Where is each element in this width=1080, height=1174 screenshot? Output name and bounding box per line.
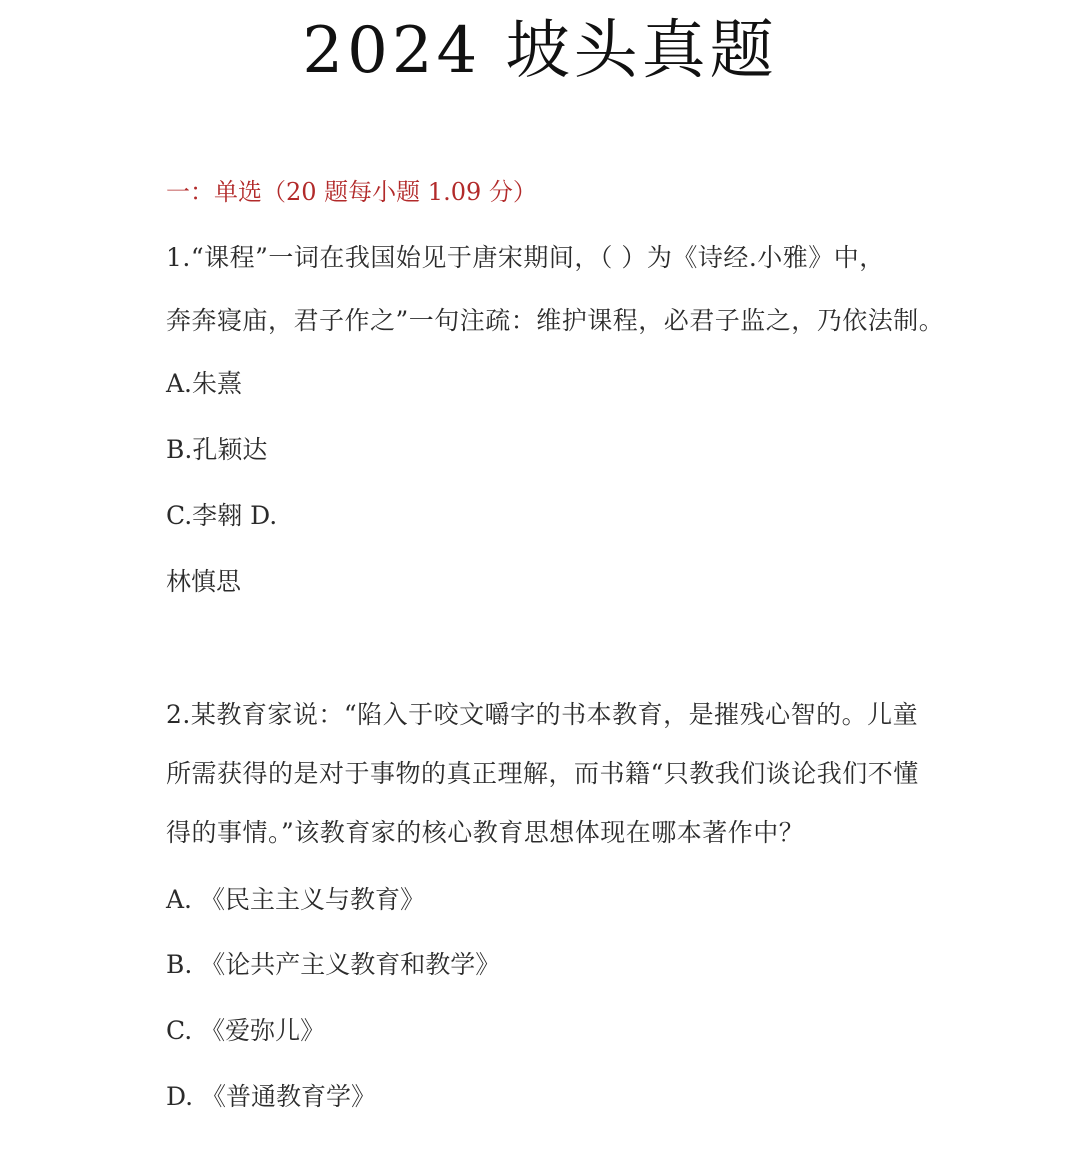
question-1-option-c-d: C.李翱 D. (166, 501, 278, 530)
question-2-option-a: A. 《民主主义与教育》 (166, 885, 425, 914)
question-1-stem-line-1: 1.“课程”一词在我国始见于唐宋期间，（ ）为《诗经.小雅》中， (166, 243, 885, 272)
question-2-stem-line-2: 所需获得的是对于事物的真正理解，而书籍“只教我们谈论我们不懂 (166, 759, 919, 788)
question-1-option-a: A.朱熹 (166, 369, 243, 398)
question-2-option-d: D. 《普通教育学》 (166, 1082, 377, 1111)
question-2-stem-line-3: 得的事情。”该教育家的核心教育思想体现在哪本著作中？ (166, 818, 805, 847)
document-title: 2024 坡头真题 (302, 14, 778, 88)
section-heading: 一：单选（20 题每小题 1.09 分） (166, 178, 537, 206)
question-1-option-b: B.孔颖达 (166, 435, 268, 464)
question-1-stem-line-2: 奔奔寝庙，君子作之”一句注疏：维护课程，必君子监之，乃依法制。 (166, 306, 945, 335)
question-2-stem-line-1: 2.某教育家说：“陷入于咬文嚼字的书本教育，是摧残心智的。儿童 (166, 700, 919, 729)
question-1-option-d-text: 林慎思 (166, 567, 242, 596)
question-2-option-b: B. 《论共产主义教育和教学》 (166, 950, 501, 979)
question-2-option-c: C. 《爱弥儿》 (166, 1016, 326, 1045)
